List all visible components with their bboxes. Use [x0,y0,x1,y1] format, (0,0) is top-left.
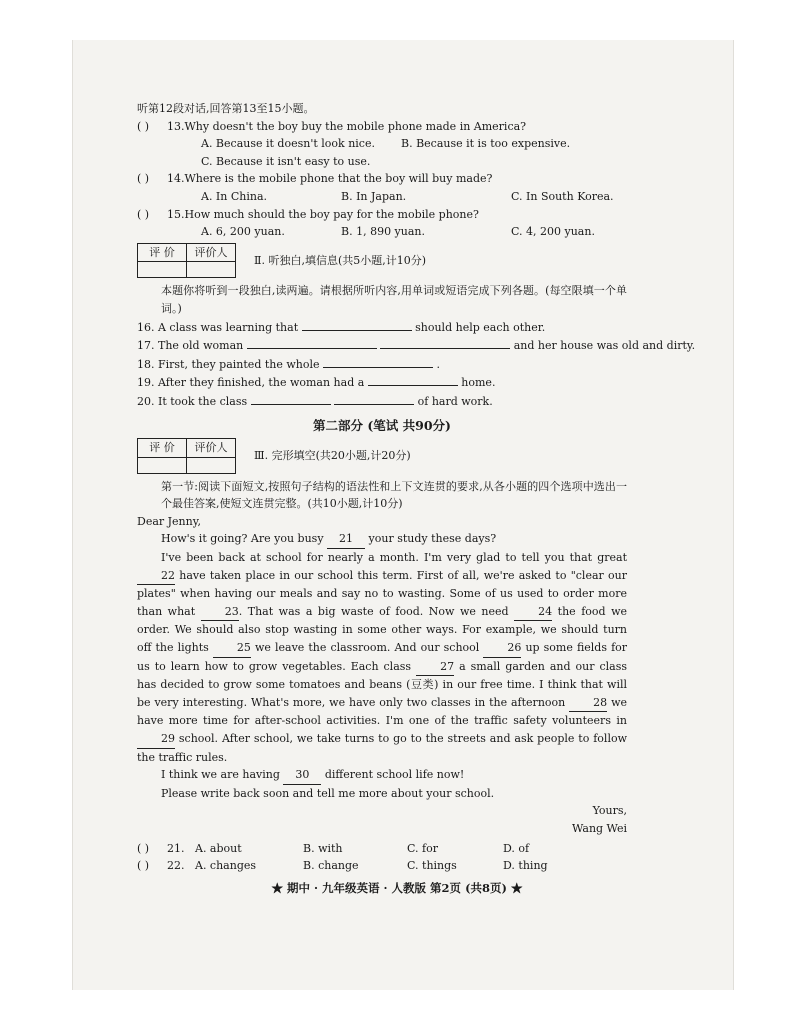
score-col-2: 评价人 [187,439,236,458]
part-2-title: 第二部分 (笔试 共90分) [313,417,451,433]
answer-paren[interactable]: ( ) [137,841,150,855]
choice-d: D. of [503,841,530,855]
question-text: Why doesn't the boy buy the mobile phone made in America? [184,119,527,133]
score-cell[interactable] [138,262,187,278]
letter-salutation: Dear Jenny, [137,514,201,528]
option-a: A. 6, 200 yuan. [201,225,285,239]
question-number: 13. [167,119,185,133]
question-text: Where is the mobile phone that the boy will buy made? [184,172,493,186]
score-col-1: 评 价 [138,439,187,458]
option-c: C. Because it isn't easy to use. [201,154,371,168]
blank-29[interactable]: 29 [137,730,175,749]
section-2-instruction: 本题你将听到一段独白,读两遍。请根据所听内容,用单词或短语完成下列各题。(每空限填一个单词。) [161,284,627,315]
choice-c: C. for [407,841,438,855]
question-number: 15. [167,207,185,221]
option-c: C. 4, 200 yuan. [511,225,595,239]
item-20: 20. It took the class of hard work. [137,392,627,411]
choice-c: C. things [407,859,457,873]
question-13 [137,118,627,136]
scorer-cell[interactable] [187,457,236,473]
answer-blank-17a[interactable] [247,336,377,349]
options-14 [137,188,627,206]
score-col-2: 评价人 [187,243,236,262]
question-number: 14. [167,172,185,186]
section-2-title: Ⅱ. 听独白,填信息(共5小题,计10分) [254,253,427,267]
score-cell[interactable] [138,457,187,473]
blank-25[interactable]: 25 [213,639,251,658]
letter-paragraph-4: Please write back soon and tell me more about your school. [161,786,495,800]
letter-paragraph-3: I think we are having 30 different school life now! [137,766,627,785]
blank-21[interactable]: 21 [327,530,365,549]
score-table [137,243,236,279]
letter-paragraph-1: How's it going? Are you busy 21 your study these days? [137,530,627,549]
options-13-c [137,153,627,171]
question-14 [137,170,627,188]
choice-b: B. with [303,841,343,855]
page-footer: ★ 期中 · 九年级英语 · 人教版 第2页 (共8页) ★ [271,881,523,895]
blank-27[interactable]: 27 [416,658,454,677]
choice-21: ( ) 21. A. about B. with C. for D. of [137,840,627,858]
answer-blank-20b[interactable] [334,392,414,405]
options-15 [137,223,627,241]
answer-paren[interactable]: ( ) [137,172,150,186]
letter-signature: Wang Wei [572,821,627,835]
item-19: 19. After they finished, the woman had a home. [137,373,627,392]
option-a: A. In China. [201,189,268,203]
section-3-title: Ⅲ. 完形填空(共20小题,计20分) [254,449,411,463]
blank-24[interactable]: 24 [514,603,552,622]
choice-a: A. about [195,841,242,855]
option-a: A. Because it doesn't look nice. [201,137,375,151]
question-15 [137,206,627,224]
answer-blank-20a[interactable] [251,392,331,405]
options-13 [137,135,627,153]
score-table [137,438,236,474]
letter-closing: Yours, [592,804,627,818]
option-b: B. Because it is too expensive. [401,137,571,151]
blank-23[interactable]: 23 [201,603,239,622]
question-text: How much should the boy pay for the mobile phone? [184,207,479,221]
answer-paren[interactable]: ( ) [137,859,150,873]
section-3-instruction: 第一节:阅读下面短文,按照句子结构的语法性和上下文连贯的要求,从各小题的四个选项中选出一个最佳答案,使短文连贯完整。(共10小题,计10分) [161,479,627,511]
answer-blank-17b[interactable] [380,336,510,349]
choice-a: A. changes [195,859,257,873]
item-18: 18. First, they painted the whole . [137,355,627,374]
blank-30[interactable]: 30 [283,766,321,785]
answer-paren[interactable]: ( ) [137,207,150,221]
score-col-1: 评 价 [138,243,187,262]
answer-paren[interactable]: ( ) [137,119,150,133]
option-b: B. In Japan. [341,189,407,203]
choice-22: ( ) 22. A. changes B. change C. things D. thing [137,857,627,875]
answer-blank-18[interactable] [323,355,433,368]
blank-22[interactable]: 22 [137,567,175,586]
exam-content [137,100,696,875]
blank-26[interactable]: 26 [483,639,521,658]
choice-d: D. thing [503,859,548,873]
blank-28[interactable]: 28 [569,694,607,713]
section-3-header [137,438,627,474]
option-c: C. In South Korea. [511,189,614,203]
item-17: 17. The old woman and her house was old and dirty. [137,336,627,355]
option-b: B. 1, 890 yuan. [341,225,425,239]
answer-blank-19[interactable] [368,373,458,386]
letter-paragraph-2: I've been back at school for nearly a month. I'm very glad to tell you that great 22 have taken place in our school this term. First of all, we're asked to "clear our plates" when having our meals and say no to wasting. Some of us used to order more than what 23. That was a big waste of food. Now we need 24 the food we order. We should also stop wasting in some other ways. For example, we should turn off the lights 25 we leave the classroom. And our school 26 up some fields for us to learn how to grow vegetables. Each class 27 a small garden and our class has decided to grow some tomatoes and beans (豆类) in our free time. I think that will be very interesting. What's more, we have only two classes in the afternoon 28 we have more time for after-school activities. I'm one of the traffic safety volunteers in 29 school. After school, we take turns to go to the streets and ask people to follow the traffic rules. [137,551,628,764]
section-2-header [137,243,627,279]
item-16: 16. A class was learning that should help each other. [137,318,627,337]
listening-intro: 听第12段对话,回答第13至15小题。 [137,102,315,115]
answer-blank-16[interactable] [302,318,412,331]
scorer-cell[interactable] [187,262,236,278]
choice-b: B. change [303,859,359,873]
